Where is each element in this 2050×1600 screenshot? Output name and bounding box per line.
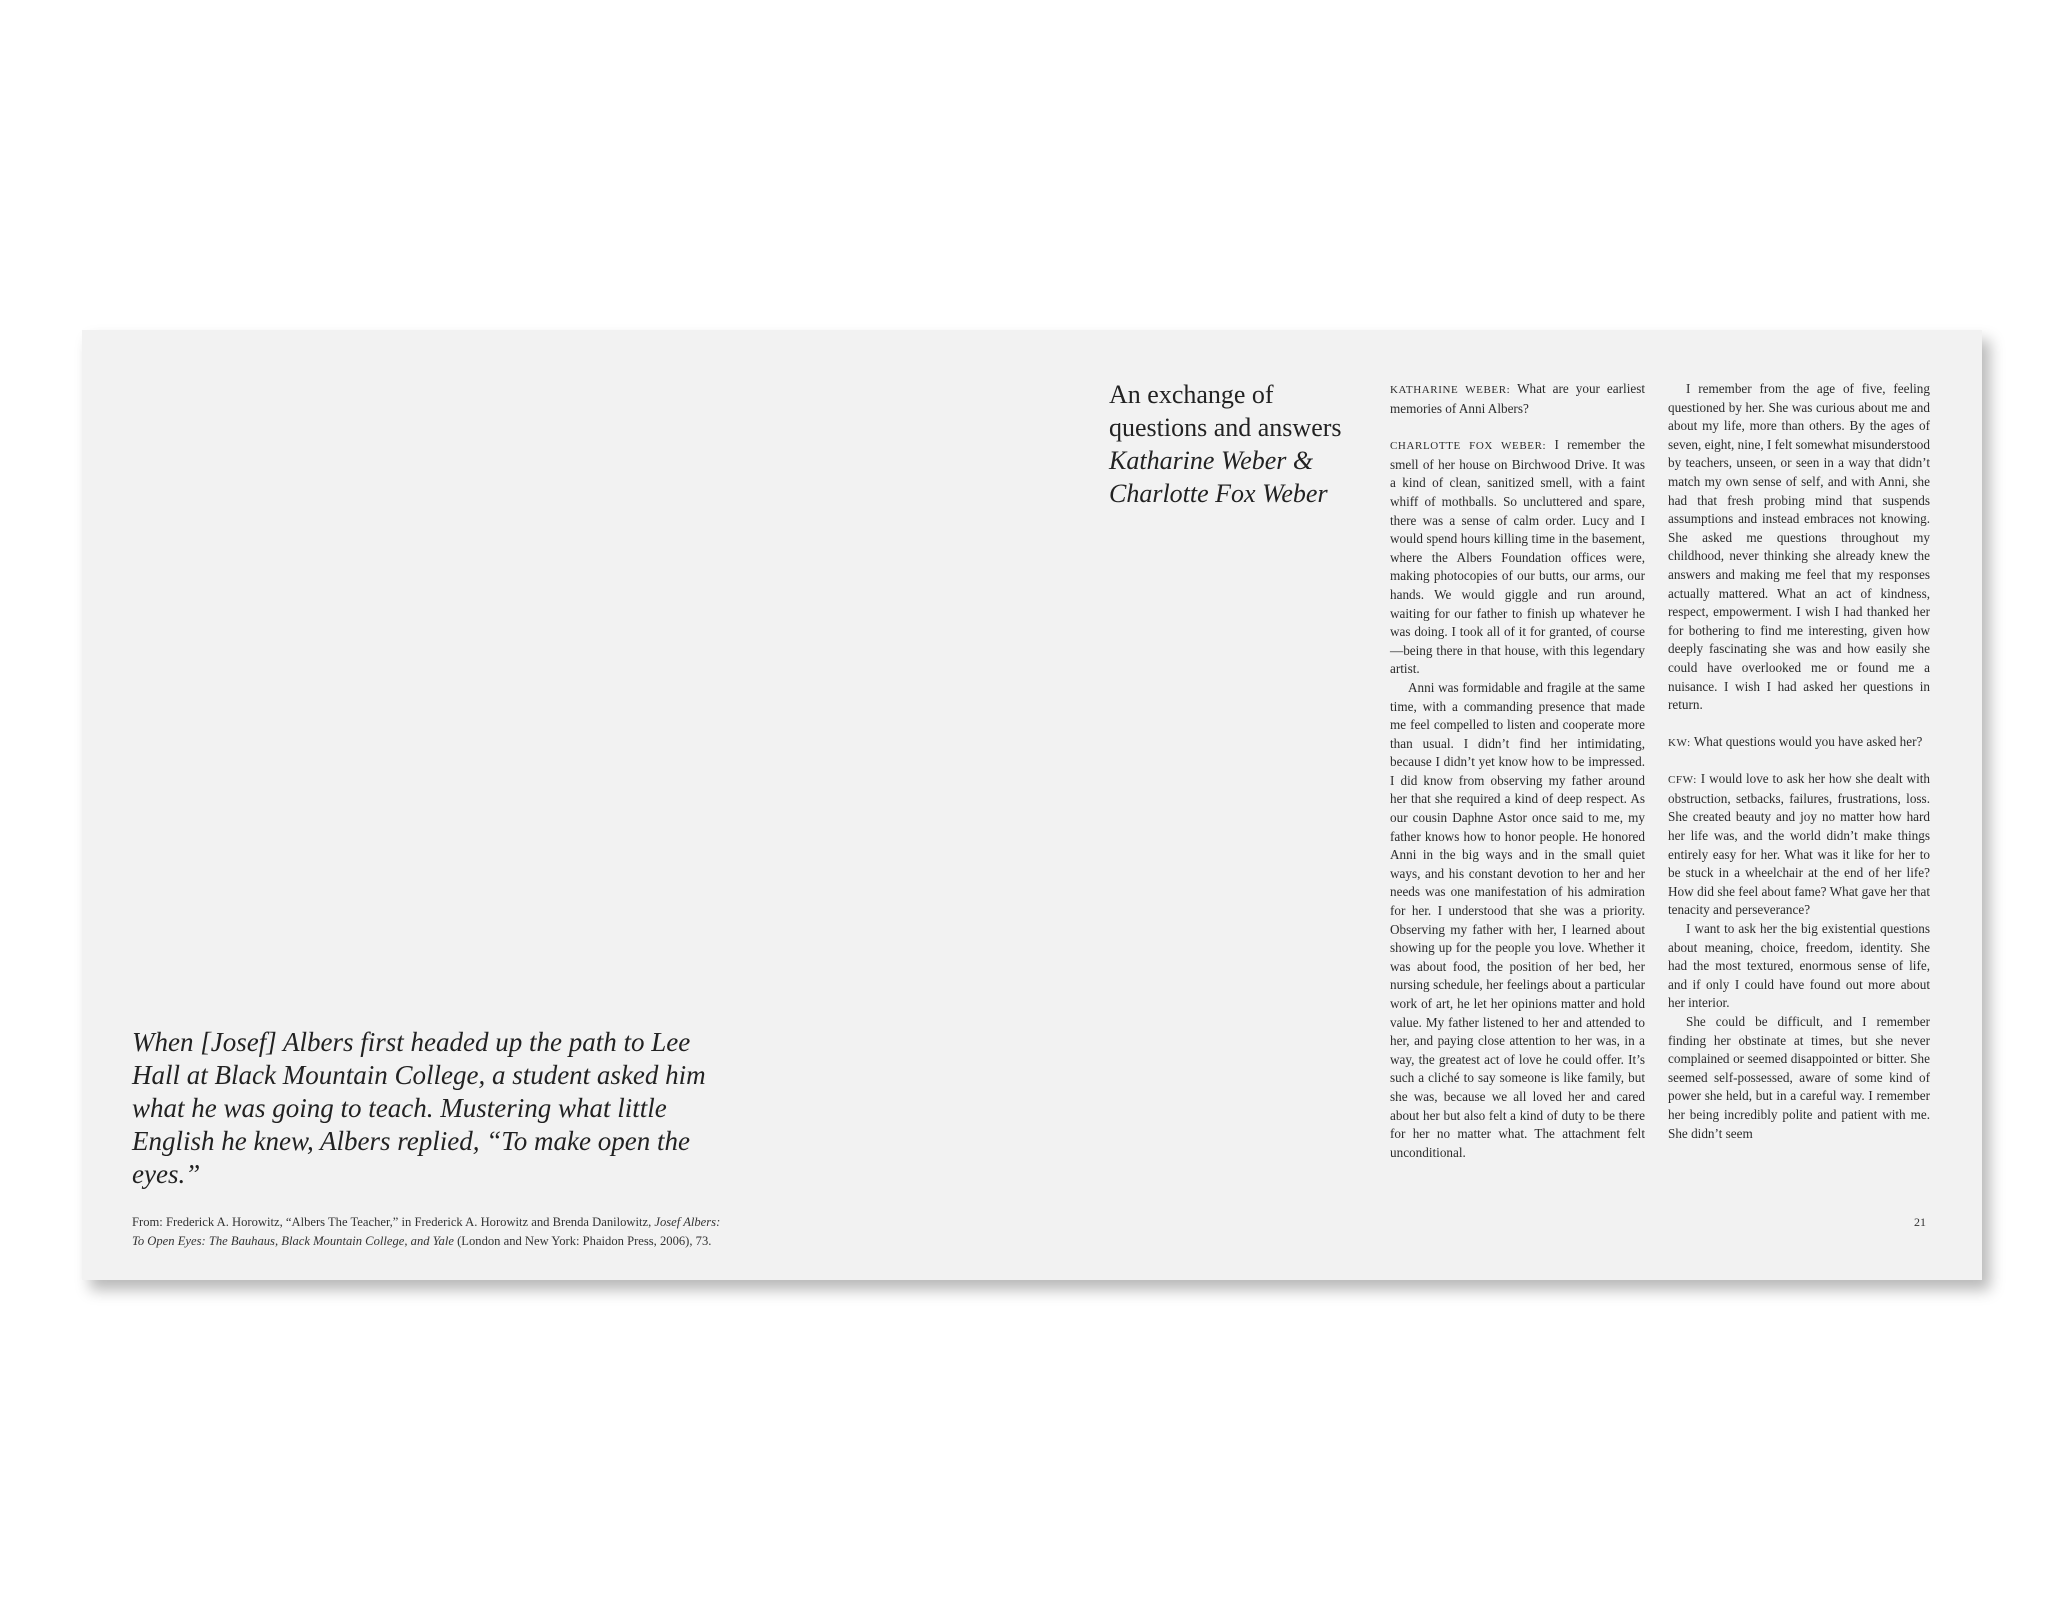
speaker-label: CFW: <box>1668 774 1697 787</box>
answer-paragraph <box>1668 770 1930 920</box>
question-text: What questions would you have asked her? <box>1693 733 1923 749</box>
question-paragraph <box>1390 380 1645 418</box>
epigraph-quote: When [Josef] Albers first headed up the path to Lee Hall at Black Mountain College, a student asked him what he was going to teach. Mustering what little English he knew, Albers replied, “To make open the eyes.” <box>132 1027 706 1189</box>
page-number: 21 <box>1914 1215 1926 1229</box>
body-paragraph: Anni was formidable and fragile at the same time, with a commanding presence that made me feel compelled to listen and cooperate more than usual. I didn’t find her intimidating, because I didn’t yet know how to be impressed. I did know from observing my father around her that she required a kind of deep respect. As our cousin Daphne Astor once said to me, my father knows how to honor people. He honored Anni in the big ways and in the small quiet ways, and his constant devotion to her and her needs was one manifestation of his admiration for her. I understood that she was a priority. Observing my father with her, I learned about showing up for the people you love. Whether it was about food, the position of her bed, her nursing schedule, her feelings about a particular work of art, he let her opinions matter and hold value. My father listened to her and attended to her, and paying close attention to her was, in a way, the greatest act of love he could offer. It’s such a cliché to say someone is like family, but she was, because we all loved her and cared about her but also felt a kind of duty to be there for her no matter what. The attachment felt unconditional. <box>1390 679 1645 1160</box>
answer-text: I would love to ask her how she dealt with obstruction, setbacks, failures, frustrations, loss. She created beauty and joy no matter how hard her life was, and the world didn’t make things entirely easy for her. What was it like for her to be stuck in a wheelchair at the end of her life? How did she feel about fame? What gave her that tenacity and perseverance? <box>1668 771 1931 918</box>
article-heading <box>1109 378 1369 510</box>
body-paragraph: I remember from the age of five, feeling questioned by her. She was curious about me and about my life, more than others. By the ages of seven, eight, nine, I felt somewhat misunderstood by teachers, unseen, or seen in a way that didn’t match my own sense of self, and with Anni, she had that fresh probing mind that suspends assumptions and instead embraces not knowing. She asked me questions throughout my childhood, never thinking she already knew the answers and making me feel that my responses actually mattered. What an act of kindness, respect, empowerment. I wish I had thanked her for bothering to find me interesting, given how deeply fascinating she was and how easily she could have overlooked me or found me a nuisance. I wish I had asked her questions in return. <box>1668 381 1930 713</box>
citation-book-title: Josef Albers: To Open Eyes: The Bauhaus, Black Mountain College, and Yale <box>132 1215 721 1248</box>
answer-text: I remember the smell of her house on Birchwood Drive. It was a kind of clean, sanitized smell, with a faint whiff of mothballs. So uncluttered and spare, there was a sense of calm order. Lucy and I would spend hours killing time in the basement, where the Albers Foundation offices were, making photocopies of our butts, our arms, our hands. We would giggle and run around, waiting for our father to finish up whatever he was doing. I took all of it for granted, of course—being there in that house, with this legendary artist. <box>1390 437 1645 677</box>
body-paragraph: I want to ask her the big existential questions about meaning, choice, freedom, identity. She had the most textured, enormous sense of life, and if only I could have found out more about her interior. <box>1668 921 1930 1011</box>
question-text: What are your earliest memories of Anni Albers? <box>1390 381 1646 416</box>
question-paragraph <box>1668 733 1930 753</box>
citation-text: From: Frederick A. Horowitz, “Albers The Teacher,” in Frederick A. Horowitz and Brenda Danilowitz, <box>132 1215 655 1229</box>
speaker-label: KATHARINE WEBER: <box>1390 384 1511 396</box>
answer-paragraph <box>1390 436 1645 679</box>
body-paragraph: She could be difficult, and I remember finding her obstinate at times, but she never complained or seemed disappointed or bitter. She seemed self-possessed, aware of some kind of power she held, but in a careful way. I remember her being incredibly polite and patient with me. She didn’t seem <box>1668 1014 1930 1141</box>
heading-line-1: An exchange of <box>1109 380 1274 409</box>
speaker-label: KW: <box>1668 736 1691 749</box>
speaker-label: CHARLOTTE FOX WEBER: <box>1390 440 1547 453</box>
epigraph-block <box>132 1026 732 1251</box>
heading-author-1: Katharine Weber & <box>1109 446 1314 475</box>
heading-line-2: questions and answers <box>1109 413 1342 442</box>
text-column-2 <box>1668 380 1930 1143</box>
text-column-1 <box>1390 380 1645 1162</box>
heading-author-2: Charlotte Fox Weber <box>1109 479 1328 508</box>
citation-publication: (London and New York: Phaidon Press, 2006), 73. <box>453 1234 712 1248</box>
epigraph-citation <box>132 1213 732 1251</box>
book-spread <box>82 330 1982 1280</box>
